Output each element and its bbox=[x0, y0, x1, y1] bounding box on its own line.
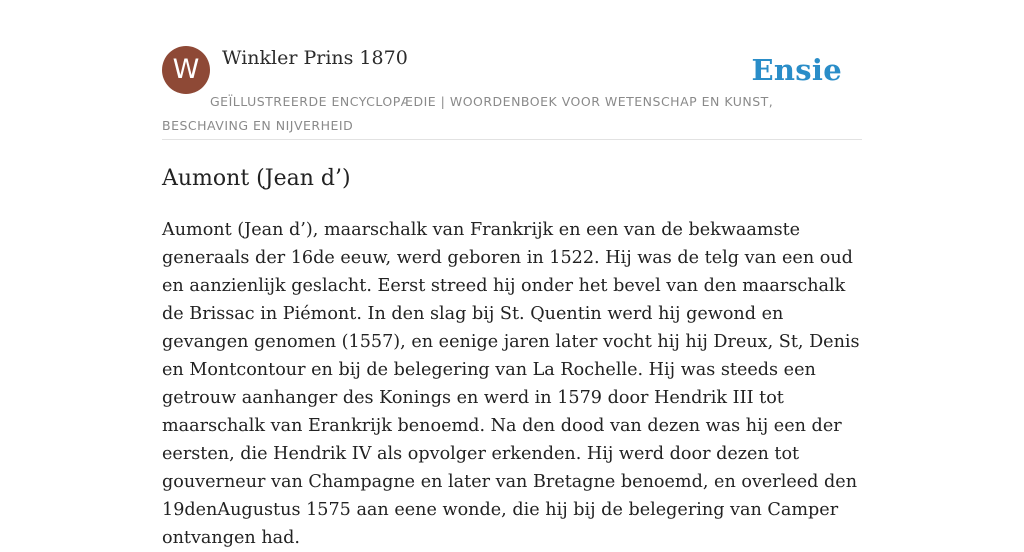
source-title-link[interactable]: Winkler Prins 1870 bbox=[222, 47, 408, 69]
article-body: Aumont (Jean d’), maarschalk van Frankrijk en een van de bekwaamste generaals der 16de eeuw, werd geboren in 1522. Hij was de telg van een oud en aanzienlijk geslacht. Eerst streed hij onder het bevel van den maarschalk de Brissac in Piémont. In den slag bij St. Quentin werd hij gewond en gevangen genomen (1557), en eenige jaren later vocht hij hij Dreux, St, Denis en Montcontour en bij de belegering van La Rochelle. Hij was steeds een getrouw aanhanger des Konings en werd in 1579 door Hendrik III tot maarschalk van Erankrijk benoemd. Na den dood van dezen was hij een der eersten, die Hendrik IV als opvolger erkenden. Hij werd door dezen tot gouverneur van Champagne en later van Bretagne benoemd, en overleed den 19denAugustus 1575 aan eene wonde, die hij bij de belegering van Camper ontvangen had. bbox=[162, 220, 860, 548]
source-avatar[interactable]: W bbox=[162, 46, 210, 94]
header-divider bbox=[162, 139, 862, 140]
ensie-logo[interactable]: Ensie bbox=[751, 53, 842, 87]
article-title: Aumont (Jean d’) bbox=[162, 166, 351, 191]
source-subtitle: GEÏLLUSTREERDE ENCYCLOPÆDIE | WOORDENBOEK VOOR WETENSCHAP EN KUNST, BESCHAVING EN NIJVERHEID bbox=[162, 94, 774, 133]
